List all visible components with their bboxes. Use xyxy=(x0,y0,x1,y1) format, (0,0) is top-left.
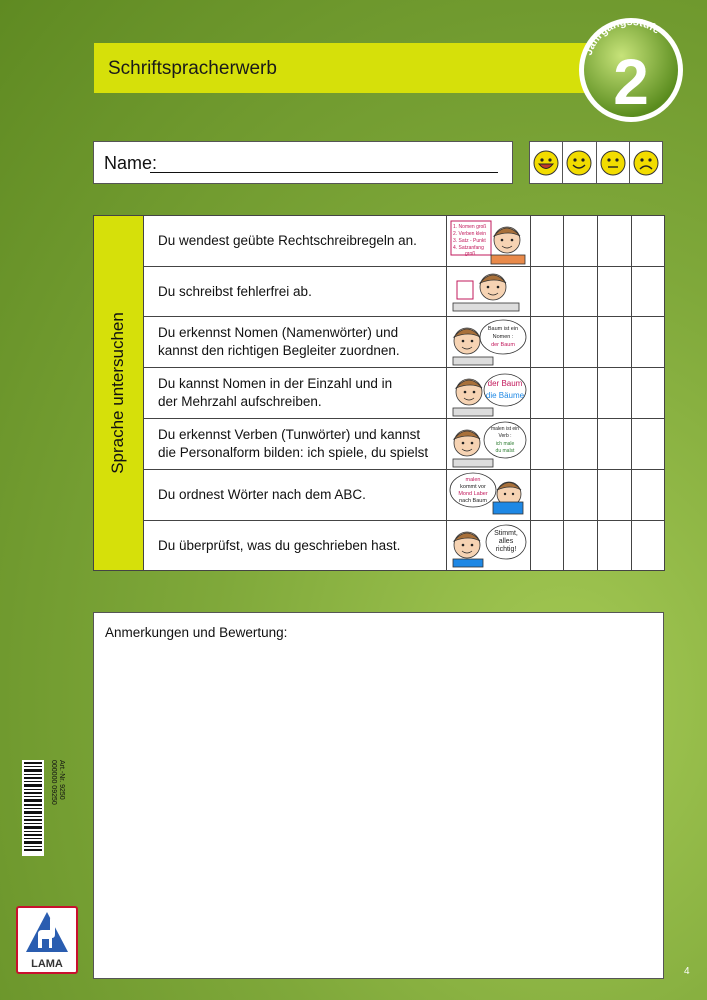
rating-cell[interactable] xyxy=(631,267,665,316)
svg-text:alles: alles xyxy=(498,538,514,545)
svg-text:Baum ist ein: Baum ist ein xyxy=(487,326,519,332)
rating-cell[interactable] xyxy=(631,317,665,367)
rating-cell[interactable] xyxy=(597,470,632,520)
rating-cell[interactable] xyxy=(529,419,564,469)
rating-cell[interactable] xyxy=(563,216,598,266)
section-label: Sprache untersuchen xyxy=(108,312,127,474)
rating-cell[interactable] xyxy=(631,521,665,570)
rating-cell[interactable] xyxy=(631,470,665,520)
barcode xyxy=(18,758,64,858)
art-nr: Art.-Nr. 9250 xyxy=(58,760,65,800)
rating-legend xyxy=(529,141,663,184)
rating-cell[interactable] xyxy=(631,368,665,418)
child-speech-noun-icon xyxy=(446,317,531,367)
svg-text:Mond Laber: Mond Laber xyxy=(458,491,488,497)
criteria-text: Du ordnest Wörter nach dem ABC. xyxy=(158,487,366,503)
criteria-row xyxy=(144,368,664,419)
svg-text:du malst: du malst xyxy=(495,448,515,454)
criteria-table xyxy=(93,215,665,571)
child-checking-icon xyxy=(446,521,531,570)
criteria-text: Du schreibst fehlerfrei ab. xyxy=(158,283,312,299)
page-title: Schriftspracherwerb xyxy=(108,58,277,79)
svg-text:Stimmt,: Stimmt, xyxy=(494,530,518,537)
criteria-text: Du kannst Nomen in der Einzahl und in der Mehrzahl aufschreiben. xyxy=(158,376,393,409)
happy-face-icon xyxy=(530,142,562,183)
rating-cell[interactable] xyxy=(529,267,564,316)
svg-text:1. Nomen groß: 1. Nomen groß xyxy=(453,224,487,230)
criteria-row xyxy=(144,267,664,317)
child-rules-board-icon xyxy=(446,216,531,266)
criteria-row xyxy=(144,419,664,470)
rating-cell[interactable] xyxy=(563,267,598,316)
svg-text:malen ist ein: malen ist ein xyxy=(490,426,520,432)
svg-text:Nomen :: Nomen : xyxy=(492,334,514,340)
rating-cell[interactable] xyxy=(563,317,598,367)
svg-text:kommt vor: kommt vor xyxy=(460,484,486,490)
rating-cell[interactable] xyxy=(597,216,632,266)
svg-text:groß: groß xyxy=(465,251,476,257)
criteria-row xyxy=(144,317,664,368)
rating-cell[interactable] xyxy=(597,317,632,367)
rating-cell[interactable] xyxy=(563,368,598,418)
badge-arc-label: Jahrgangsstufe xyxy=(582,15,663,57)
svg-text:die Bäume: die Bäume xyxy=(485,391,525,400)
svg-text:ich male: ich male xyxy=(495,441,515,447)
page-number: 4 xyxy=(684,966,690,977)
name-label: Name: xyxy=(104,153,158,173)
svg-text:der Baum: der Baum xyxy=(487,379,523,388)
criteria-text: Du wendest geübte Rechtschreibregeln an. xyxy=(158,233,417,249)
notes-box[interactable] xyxy=(93,612,664,979)
rating-cell[interactable] xyxy=(529,521,564,570)
llama-icon xyxy=(18,908,76,956)
barcode-digits: 000000 09250 xyxy=(50,760,57,805)
rating-cell[interactable] xyxy=(529,216,564,266)
child-speech-plural-icon xyxy=(446,368,531,418)
sad-face-icon xyxy=(629,142,662,183)
rating-cell[interactable] xyxy=(529,368,564,418)
criteria-text: Du erkennst Nomen (Namenwörter) und kannst den richtigen Begleiter zuordnen. xyxy=(158,325,400,358)
neutral-face-icon xyxy=(596,142,629,183)
section-sidebar xyxy=(94,216,144,570)
rating-cell[interactable] xyxy=(563,419,598,469)
svg-text:richtig!: richtig! xyxy=(495,546,517,553)
svg-text:malen: malen xyxy=(465,477,481,483)
rating-cell[interactable] xyxy=(529,470,564,520)
rating-cell[interactable] xyxy=(597,521,632,570)
name-field[interactable] xyxy=(93,141,513,184)
svg-text:Verb :: Verb : xyxy=(498,433,512,439)
rating-cell[interactable] xyxy=(563,470,598,520)
criteria-row xyxy=(144,470,664,521)
criteria-row xyxy=(144,216,664,267)
svg-text:der Baum: der Baum xyxy=(491,342,515,348)
rating-cell[interactable] xyxy=(597,368,632,418)
grade-badge xyxy=(572,8,690,126)
child-speech-verb-icon xyxy=(446,419,531,469)
child-writing-icon xyxy=(446,267,531,316)
svg-text:4. Satzanfang: 4. Satzanfang xyxy=(453,245,484,251)
criteria-text: Du erkennst Verben (Tunwörter) und kannst die Personalform bilden: ich spiele, du spielst xyxy=(158,427,429,460)
child-reading-abc-icon xyxy=(446,470,531,520)
rating-cell[interactable] xyxy=(631,419,665,469)
smile-face-icon xyxy=(562,142,595,183)
svg-text:nach Baum: nach Baum xyxy=(459,498,487,504)
name-line xyxy=(150,172,498,173)
badge-number: 2 xyxy=(613,46,649,118)
notes-label: Anmerkungen und Bewertung: xyxy=(105,625,288,640)
rating-cell[interactable] xyxy=(597,419,632,469)
svg-text:2. Verben klein: 2. Verben klein xyxy=(453,231,487,237)
rating-cell[interactable] xyxy=(597,267,632,316)
rating-cell[interactable] xyxy=(631,216,665,266)
rating-cell[interactable] xyxy=(529,317,564,367)
svg-text:3. Satz - Punkt: 3. Satz - Punkt xyxy=(453,238,486,244)
lama-logo: LAMA xyxy=(16,906,78,974)
criteria-text: Du überprüfst, was du geschrieben hast. xyxy=(158,537,401,553)
criteria-row xyxy=(144,521,664,570)
rating-cell[interactable] xyxy=(563,521,598,570)
